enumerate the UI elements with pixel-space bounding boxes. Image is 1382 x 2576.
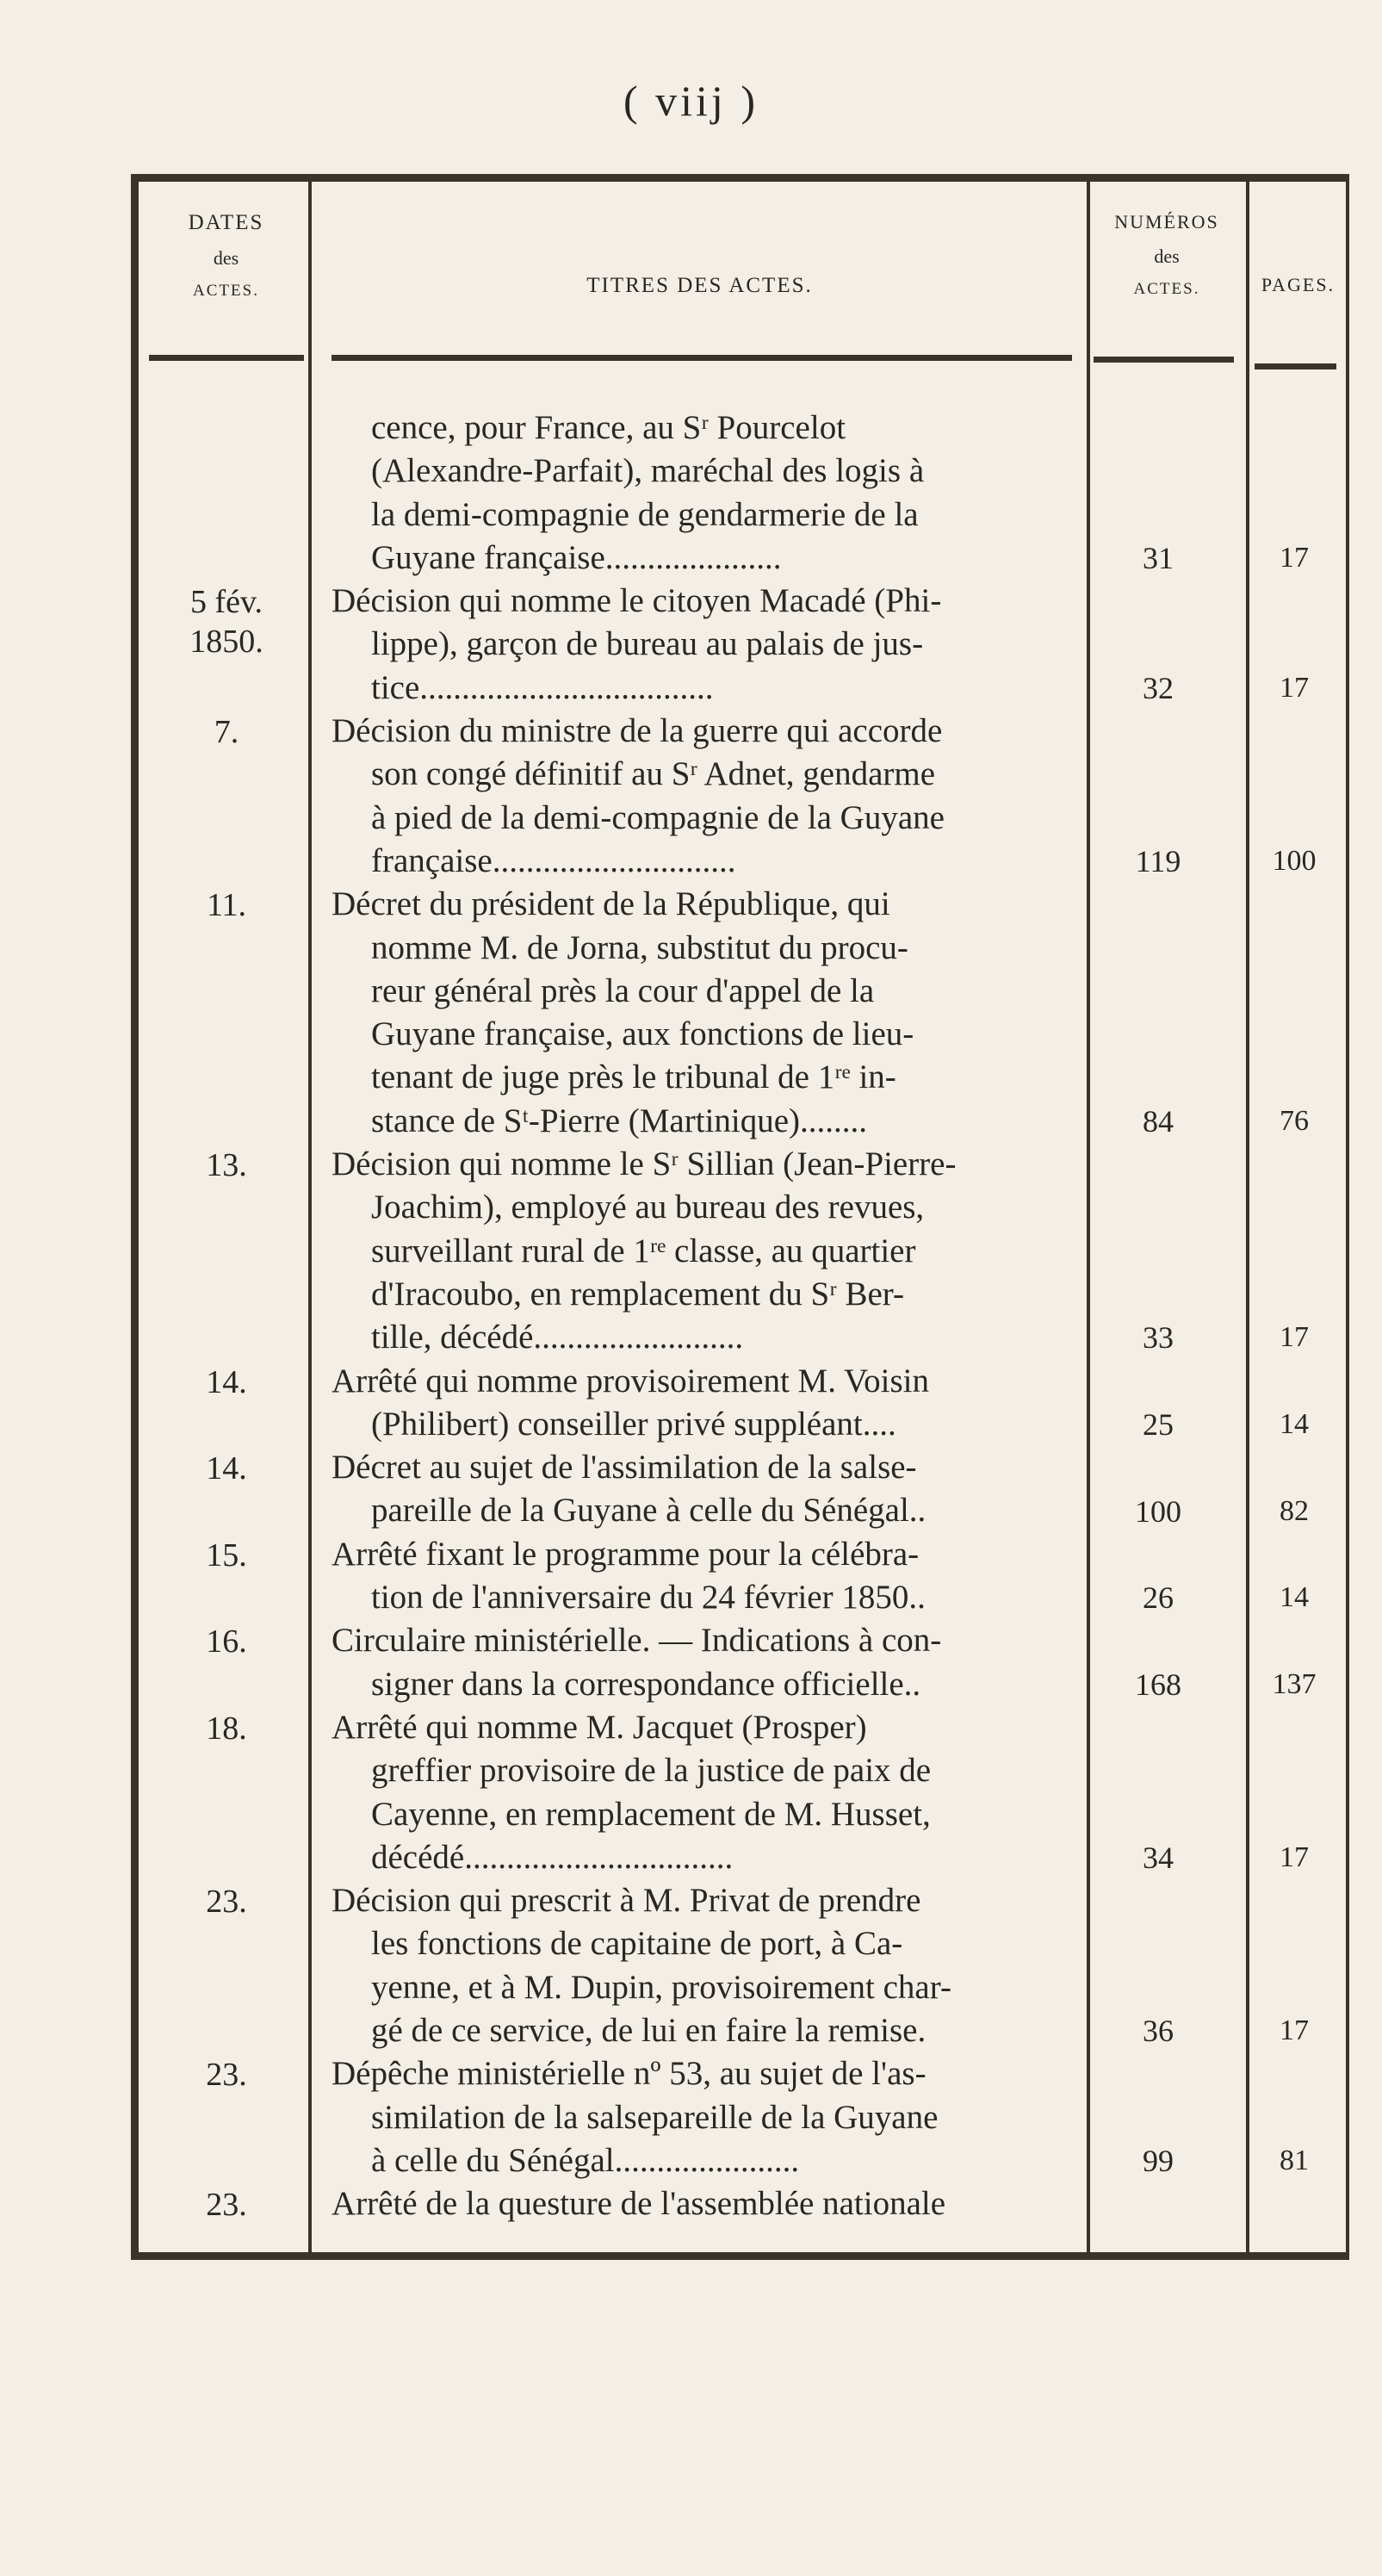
entry-title-line: son congé définitif au Sʳ Adnet, gendarme <box>371 755 936 793</box>
entry-date: 13. <box>206 1147 247 1184</box>
entry-title-line: Arrêté de la questure de l'assemblée nationale <box>332 2185 946 2223</box>
entry-title-line: décédé................................ <box>371 1838 734 1876</box>
entry-title-line: à pied de la demi-compagnie de la Guyane <box>371 798 945 836</box>
entry-title-line: Décision qui prescrit à M. Privat de prendre <box>332 1882 921 1920</box>
entry-title <box>332 1879 1081 2052</box>
header-numbers-line2: des <box>1154 245 1180 267</box>
entry-title <box>332 1533 1081 1620</box>
entry-title-line: Décision qui nomme le citoyen Macadé (Phi- <box>332 582 942 620</box>
entry-number: 119 <box>1135 844 1181 878</box>
entry-title-line: Arrêté qui nomme provisoirement M. Voisin <box>332 1362 929 1400</box>
entry-title <box>332 1706 1081 1879</box>
entry-number: 168 <box>1135 1667 1181 1702</box>
entry-title <box>332 2052 1081 2182</box>
entry-number: 100 <box>1135 1493 1181 1529</box>
entry-title-line: française............................. <box>371 841 736 879</box>
entry-title-line: Joachim), employé au bureau des revues, <box>371 1189 925 1226</box>
entry-title-line: tille, décédé......................... <box>371 1319 744 1356</box>
entry-title <box>332 1360 1081 1447</box>
entry-title-line: la demi-compagnie de gendarmerie de la <box>371 495 919 533</box>
header-titles-label: TITRES DES ACTES. <box>586 274 813 297</box>
entry-title-line: tenant de juge près le tribunal de 1ʳᵉ in- <box>371 1058 896 1096</box>
entry-title-line: reur général près la cour d'appel de la <box>371 971 875 1009</box>
column-divider-numbers <box>1246 182 1249 2255</box>
entry-title-line: Décret du président de la République, qui <box>332 885 890 923</box>
entry-number: 34 <box>1143 1840 1174 1875</box>
entry-date: 14. <box>206 1363 247 1400</box>
entry-title-line: tion de l'anniversaire du 24 février 1850.. <box>371 1579 926 1617</box>
entry-title-line: gé de ce service, de lui en faire la remise. <box>371 2012 926 2050</box>
entry-title <box>332 883 1081 1143</box>
entry-title-line: Décision qui nomme le Sʳ Sillian (Jean-Pierre- <box>332 1145 957 1183</box>
header-rule-pages <box>1255 363 1336 369</box>
header-pages <box>1249 274 1348 296</box>
entry-number: 26 <box>1143 1580 1174 1616</box>
entry-date: 5 fév. 1850. <box>189 584 263 661</box>
entry-number: 99 <box>1143 2144 1174 2178</box>
entry-page: 14 <box>1280 1407 1309 1440</box>
entry-title-line: yenne, et à M. Dupin, provisoirement char- <box>371 1968 951 2006</box>
column-divider-dates <box>308 182 312 2255</box>
header-numbers-line3: ACTES. <box>1133 280 1200 298</box>
entry-number: 36 <box>1143 2014 1174 2049</box>
header-dates-line1: DATES <box>188 211 264 234</box>
entry-date: 18. <box>206 1710 247 1747</box>
entry-title-line: cence, pour France, au Sʳ Pourcelot <box>371 409 846 446</box>
entry-page: 17 <box>1280 541 1309 574</box>
column-divider-titles <box>1087 182 1090 2255</box>
header-rule-titles <box>332 355 1072 361</box>
header-titles <box>314 274 1085 298</box>
entry-page: 14 <box>1280 1581 1309 1614</box>
entry-title-line: Dépêche ministérielle nº 53, au sujet de l'as- <box>332 2055 926 2093</box>
entry-date: 15. <box>206 1536 247 1574</box>
entry-title-line: tice................................... <box>371 668 714 706</box>
entry-title <box>332 710 1081 883</box>
entry-page: 17 <box>1280 1840 1309 1873</box>
entry-title-line: similation de la salsepareille de la Guyane <box>371 2098 939 2136</box>
entry-title-line: Guyane française, aux fonctions de lieu- <box>371 1015 914 1053</box>
entry-title <box>332 1619 1081 1706</box>
entry-title-line: Guyane française..................... <box>371 538 782 576</box>
entry-date: 7. <box>214 714 239 751</box>
header-dates-line3: ACTES. <box>193 282 259 300</box>
header-pages-label: PAGES. <box>1261 274 1336 295</box>
entry-page: 76 <box>1280 1104 1309 1137</box>
entry-page: 81 <box>1280 2145 1309 2176</box>
entry-title <box>332 1446 1081 1533</box>
entry-title-line: lippe), garçon de bureau au palais de jus- <box>371 625 924 663</box>
entry-title-line: nomme M. de Jorna, substitut du procu- <box>371 928 908 966</box>
entry-title-line: signer dans la correspondance officielle.. <box>371 1665 921 1703</box>
entry-title-line: d'Iracoubo, en remplacement du Sʳ Ber- <box>371 1275 904 1313</box>
entry-title-line: Circulaire ministérielle. — Indications à con- <box>332 1622 942 1660</box>
header-numbers <box>1089 211 1244 299</box>
header-rule-numbers <box>1094 357 1234 363</box>
entry-page: 17 <box>1280 2014 1309 2047</box>
entry-title <box>332 580 1081 710</box>
entry-title-line: Arrêté qui nomme M. Jacquet (Prosper) <box>332 1709 867 1746</box>
entry-title-line: les fonctions de capitaine de port, à Ca- <box>371 1925 903 1963</box>
entry-date: 11. <box>206 887 247 924</box>
entry-title-line: (Alexandre-Parfait), maréchal des logis à <box>371 452 925 490</box>
entry-number: 25 <box>1143 1406 1174 1442</box>
entry-title-line: surveillant rural de 1ʳᵉ classe, au quartier <box>371 1232 916 1269</box>
entry-title-line: Décret au sujet de l'assimilation de la salse- <box>332 1449 917 1487</box>
entry-page: 137 <box>1272 1667 1317 1700</box>
entry-date: 14. <box>206 1450 247 1487</box>
entry-number: 33 <box>1143 1320 1174 1356</box>
entry-title <box>332 2182 1081 2225</box>
entry-date: 23. <box>206 2057 247 2094</box>
entry-page: 82 <box>1280 1494 1309 1527</box>
header-numbers-line1: NUMÉROS <box>1114 211 1219 233</box>
entry-page: 17 <box>1280 1321 1309 1354</box>
entry-page: 100 <box>1272 845 1317 877</box>
entry-title-line: (Philibert) conseiller privé suppléant.... <box>371 1405 896 1443</box>
page-number-header: ( viij ) <box>623 77 759 125</box>
entry-number: 84 <box>1143 1103 1174 1139</box>
header-dates-line2: des <box>213 247 239 269</box>
entry-page: 17 <box>1280 671 1309 704</box>
entry-title-line: pareille de la Guyane à celle du Sénégal.. <box>371 1492 926 1530</box>
header-rule-dates <box>149 355 304 361</box>
entry-number: 31 <box>1143 540 1174 575</box>
header-dates <box>146 211 306 301</box>
entry-number: 32 <box>1143 670 1174 705</box>
entry-title-line: Arrêté fixant le programme pour la célébra- <box>332 1535 920 1573</box>
entry-date: 23. <box>206 2187 247 2224</box>
entry-title-line: stance de Sᵗ-Pierre (Martinique)........ <box>371 1102 868 1139</box>
entry-title-line: Cayenne, en remplacement de M. Husset, <box>371 1795 931 1833</box>
entry-title <box>332 1143 1081 1359</box>
entry-title-line: greffier provisoire de la justice de paix de <box>371 1752 932 1790</box>
entry-title-line: Décision du ministre de la guerre qui accorde <box>332 712 943 750</box>
entry-title <box>332 407 1081 580</box>
entry-date: 16. <box>206 1623 247 1660</box>
entry-title-line: à celle du Sénégal...................... <box>371 2141 800 2179</box>
entry-date: 23. <box>206 1884 247 1921</box>
